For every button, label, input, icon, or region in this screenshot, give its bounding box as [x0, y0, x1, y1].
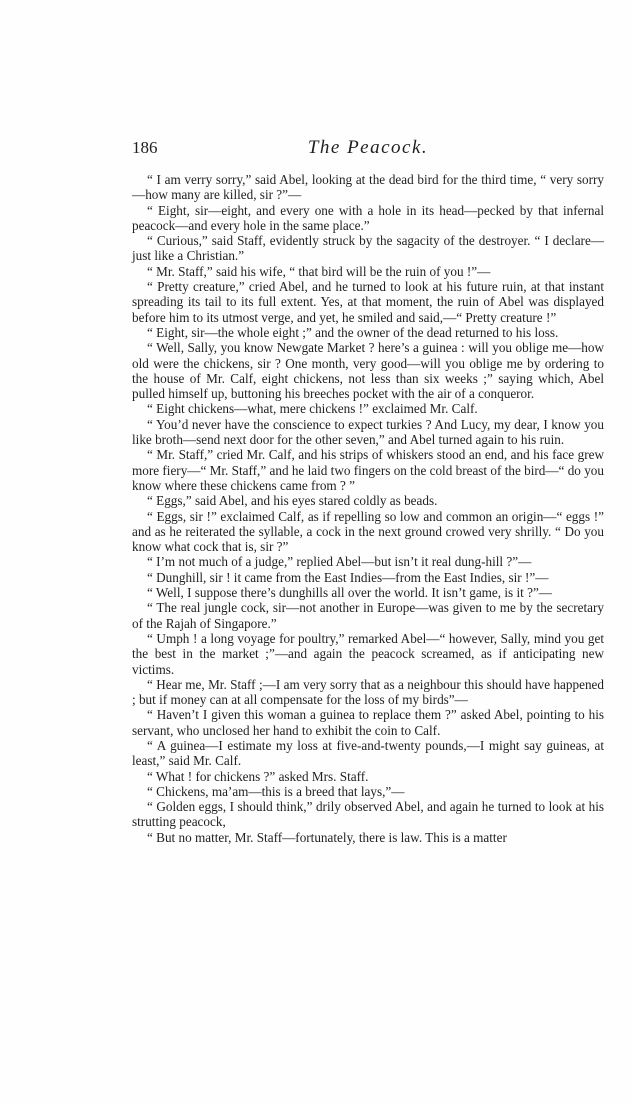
- paragraph: “ Dunghill, sir ! it came from the East Indies—from the East Indies, sir !”—: [147, 569, 549, 585]
- paragraph: “ Eight, sir—eight, and every one with a hole in its head—pecked by that infernal peacock—and every hole in the same place.”: [132, 202, 604, 233]
- paragraph: “ Umph ! a long voyage for poultry,” remarked Abel—“ however, Sally, mind you get the best in the market ;”—and again the peacock screamed, as if anticipating new victims.: [132, 630, 604, 677]
- paragraph: “ Haven’t I given this woman a guinea to replace them ?” asked Abel, pointing to his servant, who unclosed her hand to exhibit the coin to Calf.: [132, 707, 604, 738]
- paragraph: “ What ! for chickens ?” asked Mrs. Staff.: [147, 768, 369, 784]
- paragraph: “ I’m not much of a judge,” replied Abel—but isn’t it real dung-hill ?”—: [147, 554, 532, 570]
- paragraph: “ Eight, sir—the whole eight ;” and the owner of the dead returned to his loss.: [147, 324, 559, 340]
- paragraph: “ Well, I suppose there’s dunghills all over the world. It isn’t game, is it ?”—: [147, 585, 552, 601]
- paragraph: “ I am verry sorry,” said Abel, looking at the dead bird for the third time, “ very sorry—how many are killed, sir ?”—: [132, 172, 604, 203]
- paragraph: “ Eggs, sir !” exclaimed Calf, as if repelling so low and common an origin—“ eggs !” and as he reiterated the syllable, a cock in the next ground crowed very shrilly. “ Do you know what cock that is, sir ?”: [132, 508, 604, 555]
- paragraph: “ Eight chickens—what, mere chickens !” exclaimed Mr. Calf.: [147, 401, 478, 417]
- paragraph: “ Chickens, ma’am—this is a breed that lays,”—: [147, 783, 405, 799]
- paragraph: “ But no matter, Mr. Staff—fortunately, there is law. This is a matter: [147, 829, 507, 845]
- paragraph: “ You’d never have the conscience to expect turkies ? And Lucy, my dear, I know you like broth—send next door for the other seven,” and Abel turned again to his ruin.: [132, 416, 604, 448]
- paragraph: “ Pretty creature,” cried Abel, and he turned to look at his future ruin, at that instant spreading its tail to its full extent. Yes, at that moment, the ruin of Abel was displayed before him to its utmost verge, and yet, he smiled and said,—“ Pretty creature !”: [132, 279, 604, 325]
- paragraph: “ Golden eggs, I should think,” drily observed Abel, and again he turned to look at his strutting peacock,: [132, 799, 604, 830]
- running-head: [132, 138, 604, 164]
- paragraph: “ Hear me, Mr. Staff ;—I am very sorry that as a neighbour this should have happened ; but if money can at all compensate for the loss of my birds”—: [132, 676, 604, 708]
- running-title: The Peacock.: [307, 137, 429, 158]
- paragraph: “ A guinea—I estimate my loss at five-and-twenty pounds,—I might say guineas, at least,” said Mr. Calf.: [132, 737, 604, 769]
- paragraph: “ Well, Sally, you know Newgate Market ? here’s a guinea : will you oblige me—how old were the chickens, sir ? One month, very good—will you oblige me by ordering to the house of Mr. Calf, eight chickens, not less than six weeks ;” saying which, Abel pulled himself up, buttoning his breeches pocket with the air of a conqueror.: [132, 340, 604, 402]
- paragraph: “ The real jungle cock, sir—not another in Europe—was given to me by the secretary of the Rajah of Singapore.”: [132, 600, 604, 631]
- body-text: [132, 172, 604, 845]
- paragraph: “ Curious,” said Staff, evidently struck by the sagacity of the destroyer. “ I declare—just like a Christian.”: [132, 233, 604, 264]
- paragraph: “ Mr. Staff,” said his wife, “ that bird will be the ruin of you !”—: [147, 263, 491, 279]
- paragraph: “ Mr. Staff,” cried Mr. Calf, and his strips of whiskers stood an end, and his face grew more fiery—“ Mr. Staff,” and he laid two fingers on the cold breast of the bird—“ do you know where these chickens came from ? ”: [132, 447, 604, 493]
- page-number: 186: [132, 138, 158, 157]
- paragraph: “ Eggs,” said Abel, and his eyes stared coldly as beads.: [147, 493, 438, 509]
